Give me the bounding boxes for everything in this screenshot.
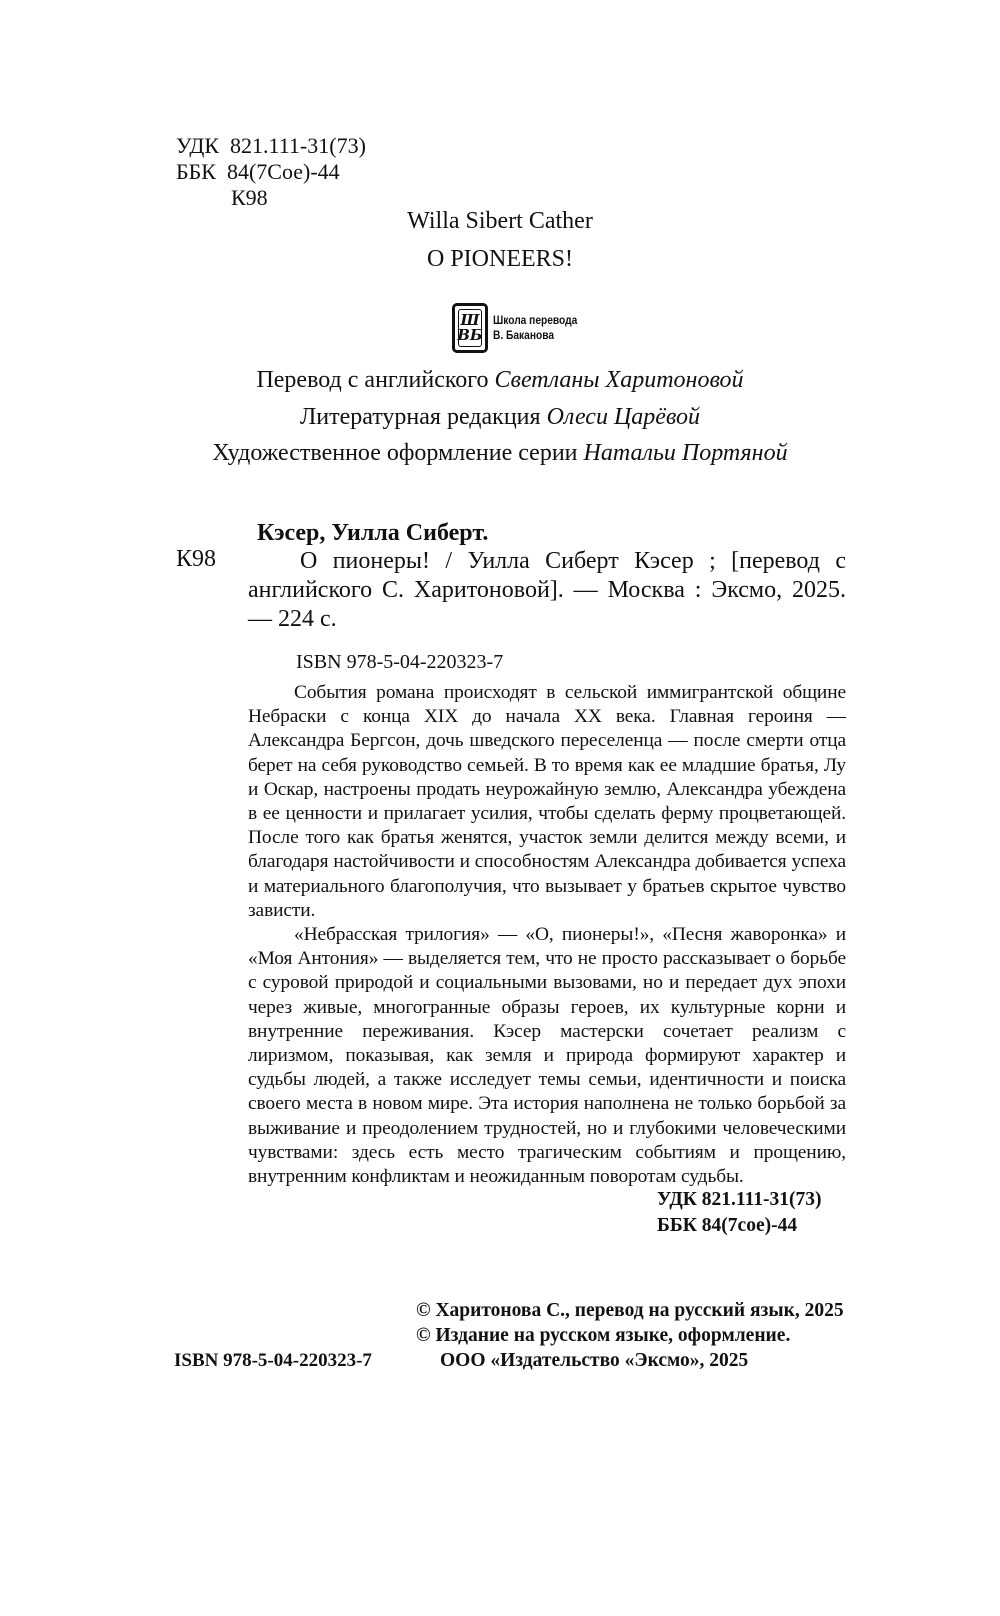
credit-design	[0, 440, 1000, 467]
udk-line	[176, 133, 366, 159]
logo-line-2: В. Баканова	[493, 328, 555, 342]
credit-translation	[0, 367, 1000, 394]
record-description: О пионеры! / Уилла Сиберт Кэсер ; [перевод с английского С. Харитоновой]. — Москва : Эксмо, 2025. — 224 с.	[248, 548, 846, 632]
annotation	[248, 681, 846, 1189]
logo-line-1: Школа перевода	[493, 313, 578, 327]
monogram-bottom: ВБ	[457, 326, 483, 344]
copyright-publisher: ООО «Издательство «Эксмо», 2025	[440, 1350, 749, 1371]
copyright-translation: © Харитонова С., перевод на русский язык, 2025	[416, 1300, 844, 1321]
credit-name: Светланы Харитоновой	[494, 367, 744, 393]
record-author-mark: К98	[176, 546, 217, 572]
monogram-icon	[452, 303, 488, 353]
record-isbn: ISBN 978-5-04-220323-7	[296, 651, 504, 673]
bbk-line	[176, 159, 340, 185]
credit-role: Перевод с английского	[256, 367, 489, 393]
credit-name: Натальи Портяной	[583, 440, 788, 466]
bbk-label: ББК	[176, 159, 216, 184]
author-mark-top: К98	[231, 185, 268, 210]
original-title: O PIONEERS!	[426, 246, 573, 272]
credit-name: Олеси Царёвой	[546, 404, 701, 430]
copyright-edition: © Издание на русском языке, оформление.	[416, 1325, 791, 1346]
udk-code-bottom: УДК 821.111-31(73)	[657, 1189, 822, 1210]
original-author: Willa Sibert Cather	[407, 208, 593, 234]
credit-role: Художественное оформление серии	[212, 440, 578, 466]
annotation-paragraph: События романа происходят в сельской иммигрантской общине Небраски с конца XIX до начала XX века. Главная героиня — Александра Бергсон, дочь шведского переселенца — после смерти отца берет на себя руководство семьей. В то время как ее младшие братья, Лу и Оскар, настроены продать неурожайную землю, Александра убеждена в ее ценности и прилагает усилия, чтобы сделать ферму процветающей. После того как братья женятся, участок земли делится между всеми, и благодаря настойчивости и способностям Александра добивается успеха и материального благополучия, что вызывает у братьев скрытое чувство зависти.	[248, 682, 846, 921]
annotation-paragraph: «Небрасская трилогия» — «О, пионеры!», «Песня жаворонка» и «Моя Антония» — выделяется тем, что не просто рассказывает о борьбе с суровой природой и социальными вызовами, но и передает дух эпохи через живые, многогранные образы героев, их культурные корни и внутренние переживания. Кэсер мастерски сочетает реализм с лиризмом, показывая, как земля и природа формируют характер и судьбы людей, а также исследует темы семьи, идентичности и поиска своего места в новом мире. Эта история наполнена не только борьбой за выживание и преодолением трудностей, но и глубокими человеческими чувствами: здесь есть место трагическим событиям и прощению, внутренним конфликтам и неожиданным поворотам судьбы.	[248, 924, 846, 1188]
translation-school-logo	[452, 303, 592, 353]
udk-value: 821.111-31(73)	[230, 133, 366, 158]
record-author-heading: Кэсер, Уилла Сиберт.	[257, 520, 489, 546]
bbk-code-bottom: ББК 84(7сое)-44	[657, 1215, 798, 1236]
credit-editing	[0, 404, 1000, 431]
monogram-top: Ш	[460, 311, 480, 329]
udk-label: УДК	[176, 133, 220, 158]
credit-role: Литературная редакция	[299, 404, 541, 430]
isbn-bottom: ISBN 978-5-04-220323-7	[174, 1350, 372, 1371]
bbk-value: 84(7Сое)-44	[226, 159, 340, 184]
